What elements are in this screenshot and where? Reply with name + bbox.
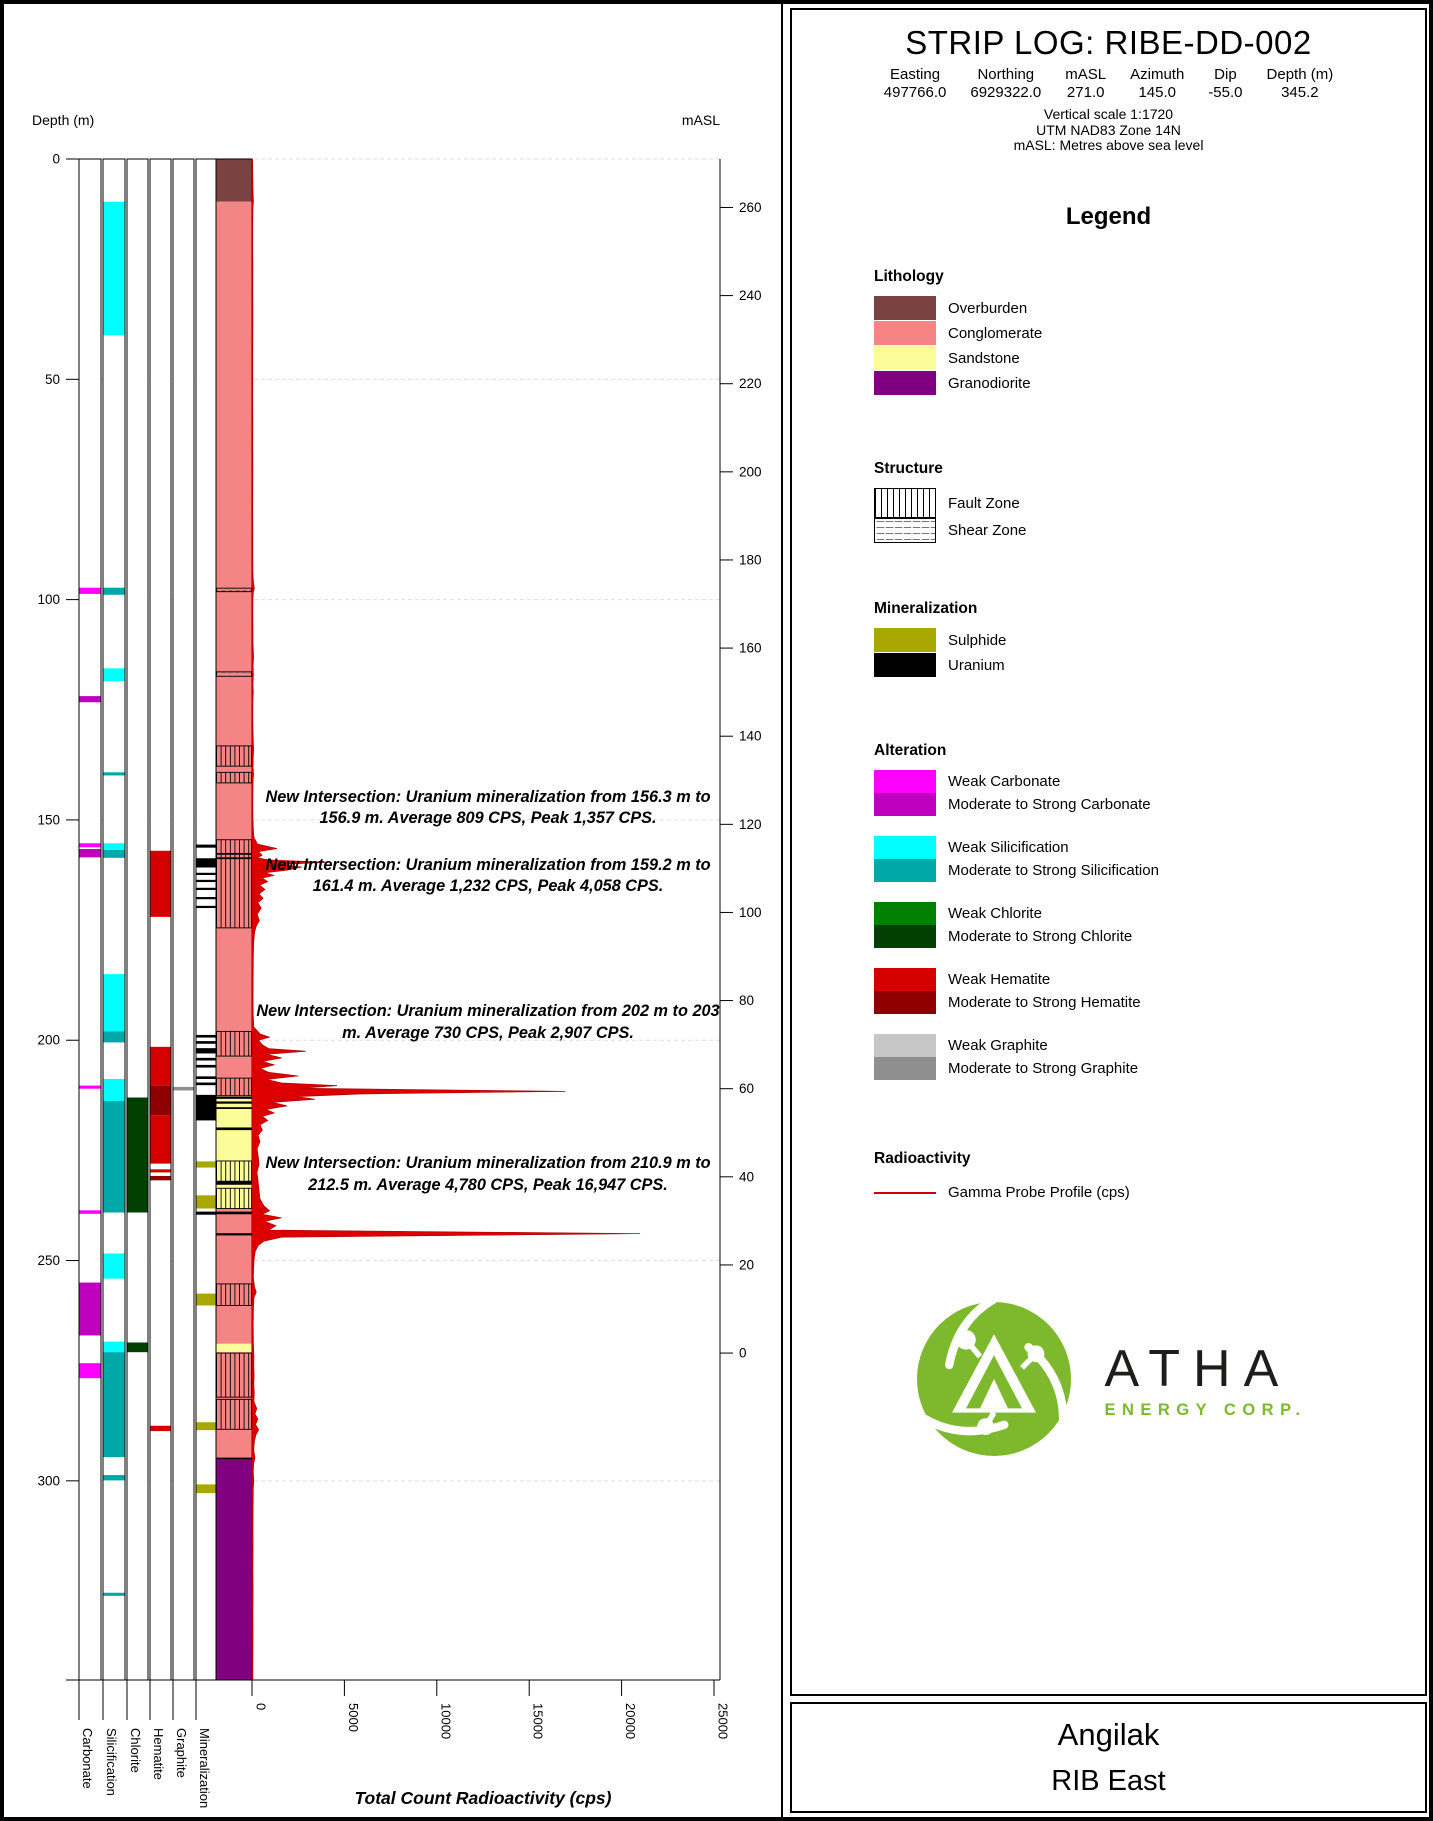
intersection-annotation-1: New Intersection: Uranium mineralization from 156.3 m to 156.9 m. Average 809 CPS, Peak 1,357 CPS. (265, 788, 711, 828)
shear-zone (217, 672, 252, 676)
field-masl: mASL 271.0 (1065, 66, 1107, 101)
legend-section-mineralization: Mineralization Sulphide Uranium (874, 600, 1006, 678)
legend-item-shear-zone: Shear Zone (874, 518, 1026, 543)
note-scale: Vertical scale 1:1720 (1043, 106, 1174, 122)
strong-carbonate-swatch (874, 793, 936, 816)
legend-pair-silicification: Weak Silicification Moderate to Strong Silicification (874, 836, 1159, 882)
strong-hematite-swatch (874, 991, 936, 1014)
atha-logo-text (1104, 1339, 1306, 1420)
svg-text:60: 60 (739, 1081, 755, 1097)
svg-text:15000: 15000 (530, 1703, 546, 1740)
lithology-column (216, 159, 252, 1680)
uranium-swatch (874, 653, 936, 677)
svg-text:50: 50 (44, 371, 60, 387)
fault-zone-swatch (874, 488, 936, 518)
strip-log-svg (4, 4, 783, 1817)
strip-log-chart (4, 4, 783, 1817)
svg-text:300: 300 (37, 1473, 60, 1489)
cps-axis (66, 1680, 731, 1808)
svg-text:120: 120 (739, 816, 762, 832)
weak-chlorite-swatch (874, 902, 936, 925)
legend-item-overburden: Overburden (874, 296, 1042, 321)
svg-text:25000: 25000 (715, 1703, 731, 1740)
field-dip: Dip -55.0 (1208, 66, 1243, 101)
fault-zone (217, 1284, 252, 1306)
svg-text:150: 150 (37, 812, 60, 828)
legend-item-conglomerate: Conglomerate (874, 321, 1042, 346)
legend-section-lithology: Lithology Overburden Conglomerate Sandstone Granodiorite (874, 268, 1042, 396)
svg-text:260: 260 (739, 199, 762, 215)
title-block (790, 8, 1427, 1696)
svg-text:0: 0 (739, 1345, 747, 1361)
svg-text:160: 160 (739, 640, 762, 656)
fault-zone (217, 1078, 252, 1096)
svg-text:20000: 20000 (623, 1703, 639, 1740)
fault-zone (217, 1188, 252, 1208)
svg-text:200: 200 (37, 1032, 60, 1048)
svg-text:140: 140 (739, 728, 762, 744)
strip-log-panel (4, 4, 783, 1817)
sandstone-swatch (874, 346, 936, 370)
atha-wordmark: ATHA (1104, 1339, 1292, 1398)
fault-zone (217, 840, 252, 928)
svg-text:180: 180 (739, 552, 762, 568)
shear-zone-swatch (874, 518, 936, 543)
strong-graphite-swatch (874, 1057, 936, 1080)
svg-text:0: 0 (253, 1703, 269, 1711)
page-title: STRIP LOG: RIBE-DD-002 (905, 24, 1312, 61)
svg-text:0: 0 (52, 151, 60, 167)
gamma-line-swatch (874, 1192, 936, 1194)
field-northing: Northing 6929322.0 (970, 66, 1042, 101)
field-depth: Depth (m) 345.2 (1266, 66, 1334, 101)
intersection-annotation-4: New Intersection: Uranium mineralization from 210.9 m to 212.5 m. Average 4,780 CPS, Peak 16,947 CPS. (265, 1154, 711, 1194)
field-azimuth: Azimuth 145.0 (1130, 66, 1185, 101)
area-name: RIB East (1051, 1765, 1166, 1798)
legend-section-radioactivity: Radioactivity Gamma Probe Profile (cps) (874, 1150, 1130, 1201)
conglomerate-swatch (874, 321, 936, 345)
svg-text:200: 200 (739, 464, 762, 480)
legend-item-granodiorite: Granodiorite (874, 371, 1042, 396)
legend-section-structure: Structure Fault Zone Shear Zone (874, 460, 1026, 543)
column-label-carbonate: Carbonate (80, 1728, 95, 1789)
fault-zone (217, 1353, 252, 1397)
project-name: Angilak (1057, 1716, 1160, 1752)
strong-silicification-swatch (874, 859, 936, 882)
note-utm: UTM NAD83 Zone 14N (1036, 121, 1181, 138)
scale-notes (792, 107, 1425, 154)
weak-hematite-swatch (874, 968, 936, 991)
legend-pair-chlorite: Weak Chlorite Moderate to Strong Chlorite (874, 902, 1159, 948)
fault-zone (217, 1161, 252, 1181)
column-label-silicification: Silicification (104, 1728, 119, 1796)
shear-zone (217, 588, 252, 592)
column-label-graphite: Graphite (174, 1728, 189, 1778)
legend-pair-graphite: Weak Graphite Moderate to Strong Graphite (874, 1034, 1159, 1080)
legend-pair-carbonate: Weak Carbonate Moderate to Strong Carbonate (874, 770, 1159, 816)
gamma-curve (252, 159, 640, 1680)
atha-subtitle: ENERGY CORP. (1104, 1400, 1307, 1419)
svg-text:40: 40 (739, 1169, 755, 1185)
legend-item-uranium: Uranium (874, 653, 1006, 678)
weak-graphite-swatch (874, 1034, 936, 1057)
granodiorite-swatch (874, 371, 936, 395)
note-masl: mASL: Metres above sea level (1013, 137, 1204, 153)
svg-text:5000: 5000 (345, 1703, 361, 1732)
intersection-annotation-2: New Intersection: Uranium mineralization from 159.2 m to 161.4 m. Average 1,232 CPS, Peak 4,058 CPS. (265, 856, 711, 896)
strong-chlorite-swatch (874, 925, 936, 948)
weak-silicification-swatch (874, 836, 936, 859)
column-label-mineralization: Mineralization (197, 1728, 212, 1809)
atha-logo-icon (910, 1295, 1078, 1463)
alteration-columns (79, 159, 218, 1680)
legend-section-alteration: Alteration Weak Carbonate Moderate to Strong Carbonate Weak Silicification Moderate to Strong Silicification Weak Chlorite Moderate to Strong Chlorite Weak Hematite Moderate to Strong Hematite Weak Graphite Moderate to Strong Graphite (874, 742, 1159, 1100)
column-label-chlorite: Chlorite (128, 1728, 143, 1773)
field-easting: Easting 497766.0 (883, 66, 947, 101)
svg-text:100: 100 (37, 592, 60, 608)
svg-text:80: 80 (739, 993, 755, 1009)
title-legend-panel (790, 8, 1427, 1813)
svg-text:220: 220 (739, 376, 762, 392)
svg-text:240: 240 (739, 288, 762, 304)
masl-axis-label: mASL (681, 112, 720, 128)
fault-zone (217, 1031, 252, 1056)
cps-axis-title: Total Count Radioactivity (cps) (354, 1788, 612, 1808)
weak-carbonate-swatch (874, 770, 936, 793)
legend-item-gamma-profile: Gamma Probe Profile (cps) (874, 1184, 1130, 1201)
fault-zone (217, 772, 252, 783)
svg-text:250: 250 (37, 1253, 60, 1269)
sulphide-swatch (874, 628, 936, 652)
legend-item-sandstone: Sandstone (874, 346, 1042, 371)
legend-title: Legend (1065, 203, 1152, 230)
svg-text:10000: 10000 (438, 1703, 454, 1740)
depth-axis-label: Depth (m) (32, 112, 95, 128)
svg-text:20: 20 (739, 1257, 755, 1273)
legend-pair-hematite: Weak Hematite Moderate to Strong Hematite (874, 968, 1159, 1014)
company-logo (792, 1295, 1425, 1463)
svg-text:100: 100 (739, 904, 762, 920)
collar-fields (792, 66, 1425, 101)
column-label-hematite: Hematite (151, 1728, 166, 1781)
site-block (790, 1702, 1427, 1813)
intersection-annotation-3: New Intersection: Uranium mineralization from 202 m to 203 m. Average 730 CPS, Peak 2,907 CPS. (256, 1002, 720, 1042)
legend-item-fault-zone: Fault Zone (874, 488, 1026, 518)
fault-zone (217, 1399, 252, 1429)
legend-item-sulphide: Sulphide (874, 628, 1006, 653)
fault-zone (217, 746, 252, 766)
overburden-swatch (874, 296, 936, 320)
